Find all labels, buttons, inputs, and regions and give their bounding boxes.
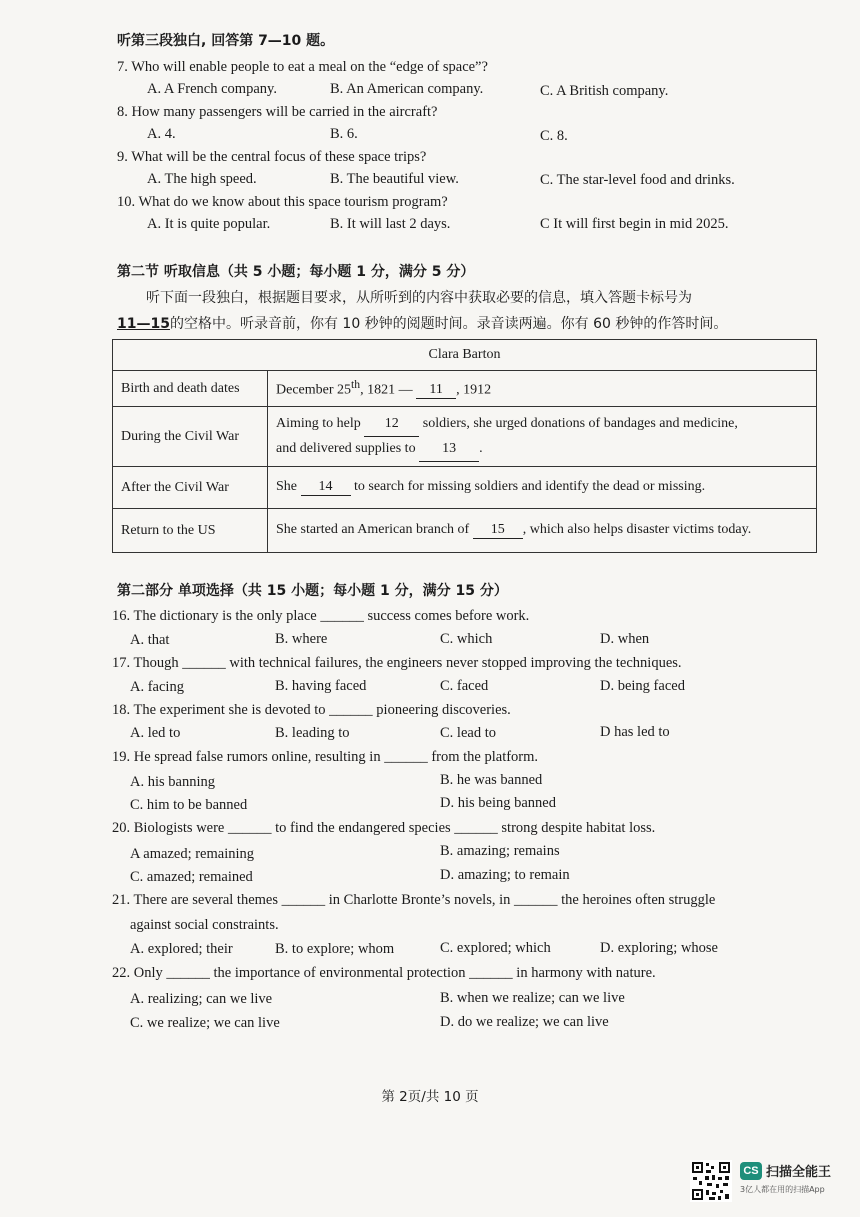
row-content-civil-war — [268, 407, 817, 467]
table-row — [113, 509, 817, 553]
clara-barton-table — [112, 339, 817, 553]
table-row — [113, 467, 817, 509]
q10-option-c: C It will first begin in mid 2025. — [540, 216, 729, 232]
blank-12[interactable]: 12 — [364, 412, 419, 437]
q18-option-c: C. lead to — [440, 725, 496, 741]
q9-option-b: B. The beautiful view. — [330, 171, 459, 187]
q16-stem: 16. The dictionary is the only place ______ success comes before work. — [112, 608, 530, 624]
row-label-after-war: After the Civil War — [113, 467, 268, 509]
q17-stem: 17. Though ______ with technical failures, the engineers never stopped improving the techniques. — [112, 655, 682, 671]
q22-option-c: C. we realize; we can live — [130, 1015, 280, 1031]
q16-option-d: D. when — [600, 631, 650, 647]
q21-option-b: B. to explore; whom — [275, 941, 395, 957]
q9-stem: 9. What will be the central focus of these space trips? — [117, 149, 427, 165]
row-content-return-us — [268, 509, 817, 553]
blank-13[interactable]: 13 — [419, 437, 479, 462]
instruction-rest: 的空格中。听录音前，你有 10 秒钟的阅题时间。录音读两遍。你有 60 秒钟的作答时间。 — [169, 316, 728, 332]
q7-option-a: A. A French company. — [147, 81, 277, 97]
q10-stem: 10. What do we know about this space tourism program? — [117, 194, 448, 210]
after-war-text-1: She — [276, 479, 301, 494]
table-row — [113, 407, 817, 467]
q7-option-c: C. A British company. — [540, 83, 669, 99]
q16-option-a: A. that — [130, 632, 170, 648]
section2-instruction-line2 — [117, 314, 727, 334]
part2-title: 第二部分 单项选择（共 15 小题；每小题 1 分，满分 15 分） — [117, 583, 508, 599]
q8-option-a: A. 4. — [147, 126, 176, 142]
section3-title: 听第三段独白, 回答第 7—10 题。 — [117, 33, 335, 49]
q8-option-b: B. 6. — [330, 126, 358, 142]
death-year-text: , 1912 — [456, 382, 492, 398]
q20-option-d: D. amazing; to remain — [440, 867, 570, 883]
q8-option-c: C. 8. — [540, 128, 568, 144]
blank-11[interactable]: 11 — [416, 382, 456, 399]
q18-option-d: D has led to — [600, 724, 670, 740]
row-label-return-us: Return to the US — [113, 509, 268, 553]
q18-option-a: A. led to — [130, 725, 181, 741]
section2-instruction-line1: 听下面一段独白，根据题目要求，从所听到的内容中获取必要的信息，填入答题卡标号为 — [146, 290, 692, 306]
birth-year-text: , 1821 — — [360, 382, 417, 398]
page-number: 第 2页/共 10 页 — [381, 1089, 479, 1105]
civil-war-text-4: . — [479, 440, 483, 456]
q10-option-a: A. It is quite popular. — [147, 216, 271, 232]
qr-code-icon — [690, 1160, 732, 1202]
q16-option-b: B. where — [275, 631, 328, 647]
q22-option-d: D. do we realize; we can live — [440, 1014, 609, 1030]
q10-option-b: B. It will last 2 days. — [330, 216, 451, 232]
birth-date-suffix: th — [351, 377, 361, 391]
birth-date-text: December 25 — [276, 382, 352, 398]
row-content-after-war — [268, 467, 817, 509]
after-war-text-2: to search for missing soldiers and identify the dead or missing. — [350, 479, 706, 494]
blank-14[interactable]: 14 — [301, 479, 351, 496]
q17-option-a: A. facing — [130, 679, 184, 695]
row-content-birth-death — [268, 371, 817, 407]
q17-option-c: C. faced — [440, 678, 489, 694]
q21-stem-line2: against social constraints. — [130, 917, 279, 933]
q19-option-d: D. his being banned — [440, 795, 556, 811]
q21-stem-line1: 21. There are several themes ______ in Charlotte Bronte’s novels, in ______ the heroines often struggle — [112, 892, 716, 908]
q16-option-c: C. which — [440, 631, 493, 647]
q9-option-a: A. The high speed. — [147, 171, 257, 187]
q19-stem: 19. He spread false rumors online, resulting in ______ from the platform. — [112, 749, 539, 765]
camscanner-tagline: 3亿人都在用的扫描App — [740, 1185, 825, 1194]
q19-option-a: A. his banning — [130, 774, 215, 790]
q22-option-b: B. when we realize; can we live — [440, 990, 625, 1006]
q7-option-b: B. An American company. — [330, 81, 484, 97]
table-row — [113, 371, 817, 407]
row-label-birth-death: Birth and death dates — [113, 371, 268, 407]
question-range: 11—15 — [117, 316, 170, 332]
q8-stem: 8. How many passengers will be carried in the aircraft? — [117, 104, 438, 120]
camscanner-name: 扫描全能王 — [766, 1165, 832, 1180]
q21-option-d: D. exploring; whose — [600, 940, 718, 956]
q17-option-d: D. being faced — [600, 678, 685, 694]
return-text-1: She started an American branch of — [276, 522, 473, 537]
q17-option-b: B. having faced — [275, 678, 367, 694]
q9-option-c: C. The star-level food and drinks. — [540, 172, 735, 188]
table-title: Clara Barton — [113, 340, 817, 371]
q19-option-b: B. he was banned — [440, 772, 543, 788]
q19-option-c: C. him to be banned — [130, 797, 248, 813]
q7-stem: 7. Who will enable people to eat a meal on the “edge of space”? — [117, 59, 488, 75]
q20-option-c: C. amazed; remained — [130, 869, 253, 885]
row-label-civil-war: During the Civil War — [113, 407, 268, 467]
q18-stem: 18. The experiment she is devoted to ______ pioneering discoveries. — [112, 702, 511, 718]
civil-war-text-2: soldiers, she urged donations of bandages and medicine, — [419, 415, 738, 431]
section2-title: 第二节 听取信息（共 5 小题；每小题 1 分，满分 5 分） — [117, 264, 475, 280]
camscanner-logo-icon: CS — [740, 1162, 762, 1180]
q20-stem: 20. Biologists were ______ to find the endangered species ______ strong despite habitat loss. — [112, 820, 656, 836]
q21-option-a: A. explored; their — [130, 941, 233, 957]
q20-option-b: B. amazing; remains — [440, 843, 560, 859]
civil-war-text-3: and delivered supplies to — [276, 440, 420, 456]
q22-option-a: A. realizing; can we live — [130, 991, 273, 1007]
return-text-2: , which also helps disaster victims today. — [522, 522, 752, 537]
q18-option-b: B. leading to — [275, 725, 350, 741]
q22-stem: 22. Only ______ the importance of environmental protection ______ in harmony with nature. — [112, 965, 656, 981]
q21-option-c: C. explored; which — [440, 940, 551, 956]
civil-war-text-1: Aiming to help — [276, 415, 365, 431]
q20-option-a: A amazed; remaining — [130, 846, 255, 862]
blank-15[interactable]: 15 — [473, 522, 523, 539]
